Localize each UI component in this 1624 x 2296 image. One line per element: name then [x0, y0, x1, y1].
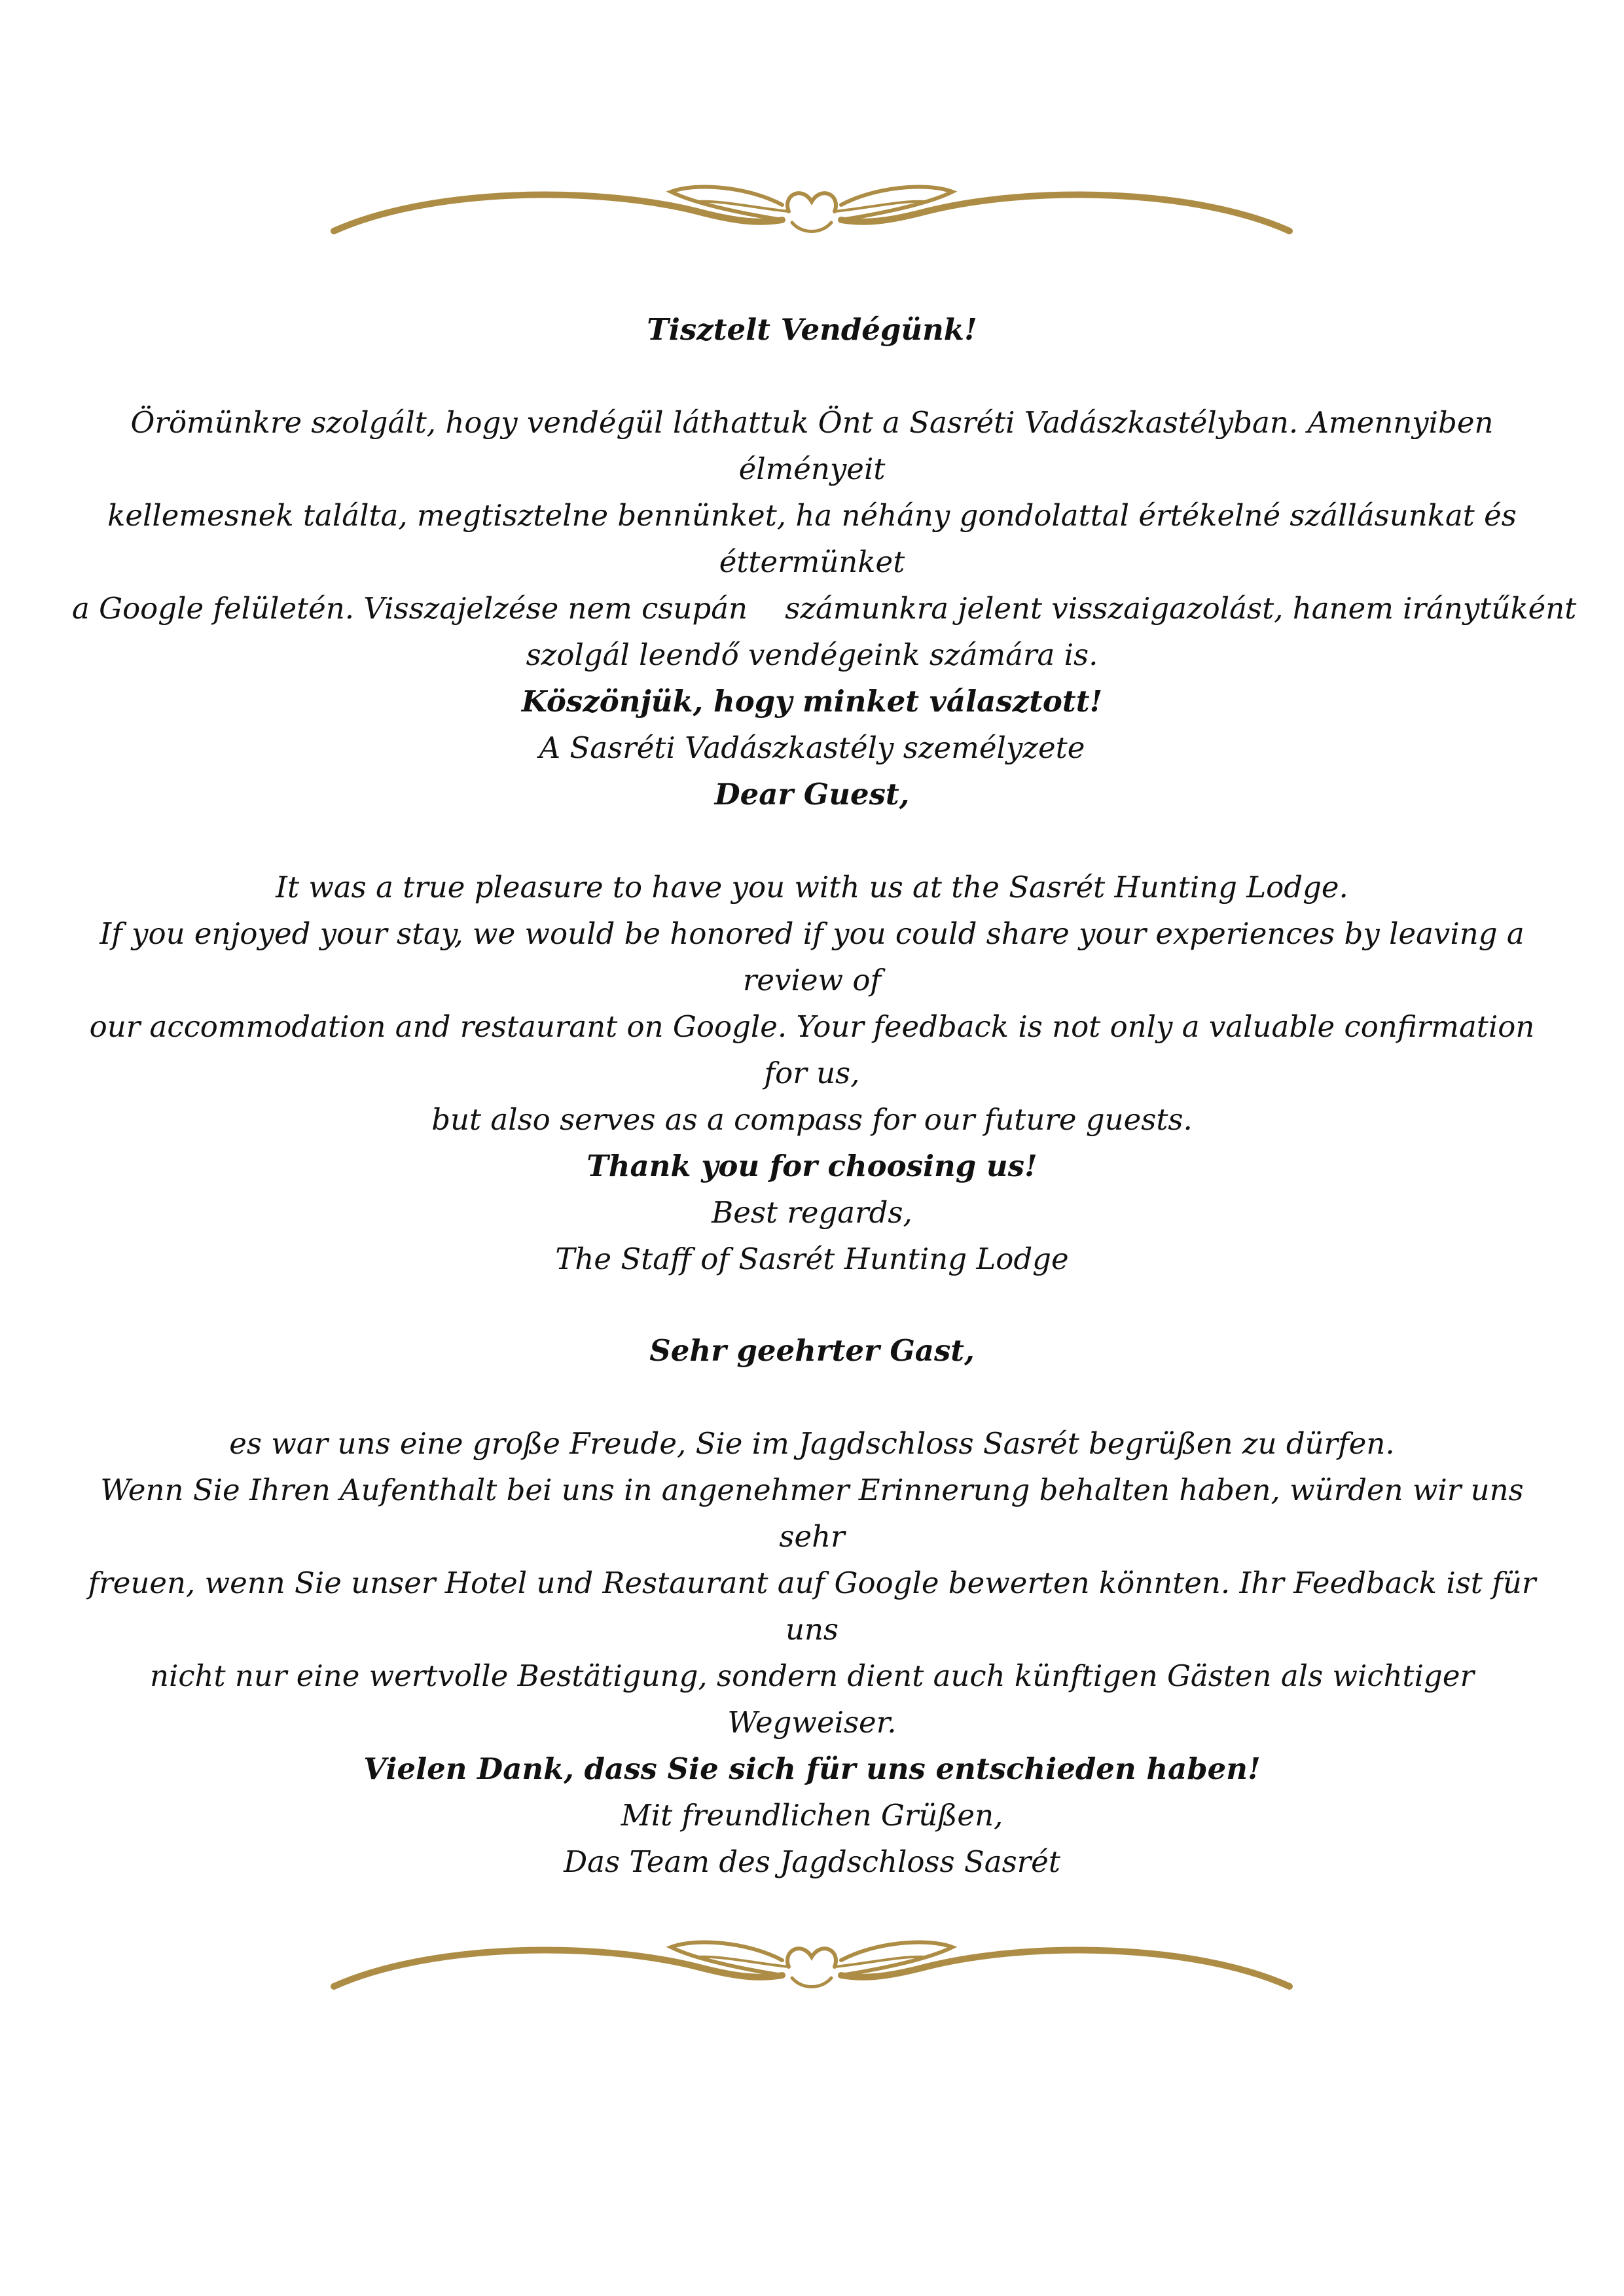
top-ornament-flourish-icon [331, 175, 1293, 247]
english-line-3: our accommodation and restaurant on Google. Your feedback is not only a valuable confirmation for us, [89, 1009, 1535, 1090]
german-line-2: Wenn Sie Ihren Aufenthalt bei uns in angenehmer Erinnerung behalten haben, würden wir uns sehr [100, 1473, 1524, 1554]
hungarian-line-4: szolgál leendő vendégeink számára is. [526, 637, 1098, 672]
hungarian-line-1: Örömünkre szolgált, hogy vendégül láthattuk Önt a Sasréti Vadászkastélyban. Amennyiben élményeit [130, 405, 1494, 486]
english-heading: Dear Guest, [714, 777, 910, 812]
german-signature: Das Team des Jagdschloss Sasrét [564, 1844, 1060, 1879]
english-line-4: but also serves as a compass for our future guests. [431, 1102, 1193, 1137]
hungarian-thanks: Köszönjük, hogy minket választott! [521, 684, 1103, 719]
english-message [72, 771, 1552, 1282]
english-line-1: It was a true pleasure to have you with us at the Sasrét Hunting Lodge. [276, 870, 1348, 905]
hungarian-line-2: kellemesnek találta, megtisztelne bennünket, ha néhány gondolattal értékelné szállásunkat és éttermünket [107, 498, 1517, 579]
english-signature: The Staff of Sasrét Hunting Lodge [555, 1242, 1069, 1276]
english-thanks: Thank you for choosing us! [586, 1149, 1038, 1183]
german-line-4: nicht nur eine wertvolle Bestätigung, sondern dient auch künftigen Gästen als wichtiger Wegweiser. [149, 1659, 1474, 1740]
bottom-ornament-flourish-icon [331, 1931, 1293, 2003]
german-thanks: Vielen Dank, dass Sie sich für uns entschieden haben! [363, 1751, 1261, 1786]
german-heading: Sehr geehrter Gast, [649, 1333, 975, 1368]
german-line-3: freuen, wenn Sie unser Hotel und Restaurant auf Google bewerten könnten. Ihr Feedback ist für uns [88, 1566, 1536, 1647]
german-message [72, 1327, 1552, 1885]
hungarian-signature: A Sasréti Vadászkastély személyzete [539, 730, 1085, 765]
german-line-1: es war uns eine große Freude, Sie im Jagdschloss Sasrét begrüßen zu dürfen. [229, 1426, 1395, 1461]
hungarian-message [72, 306, 1577, 771]
english-line-2: If you enjoyed your stay, we would be honored if you could share your experiences by leaving a review of [99, 916, 1525, 997]
english-closing: Best regards, [712, 1195, 912, 1230]
hungarian-line-3: a Google felületén. Visszajelzése nem csupán számunkra jelent visszaigazolást, hanem iránytűként [72, 591, 1577, 626]
german-closing: Mit freundlichen Grüßen, [621, 1798, 1003, 1833]
hungarian-heading: Tisztelt Vendégünk! [647, 312, 977, 347]
